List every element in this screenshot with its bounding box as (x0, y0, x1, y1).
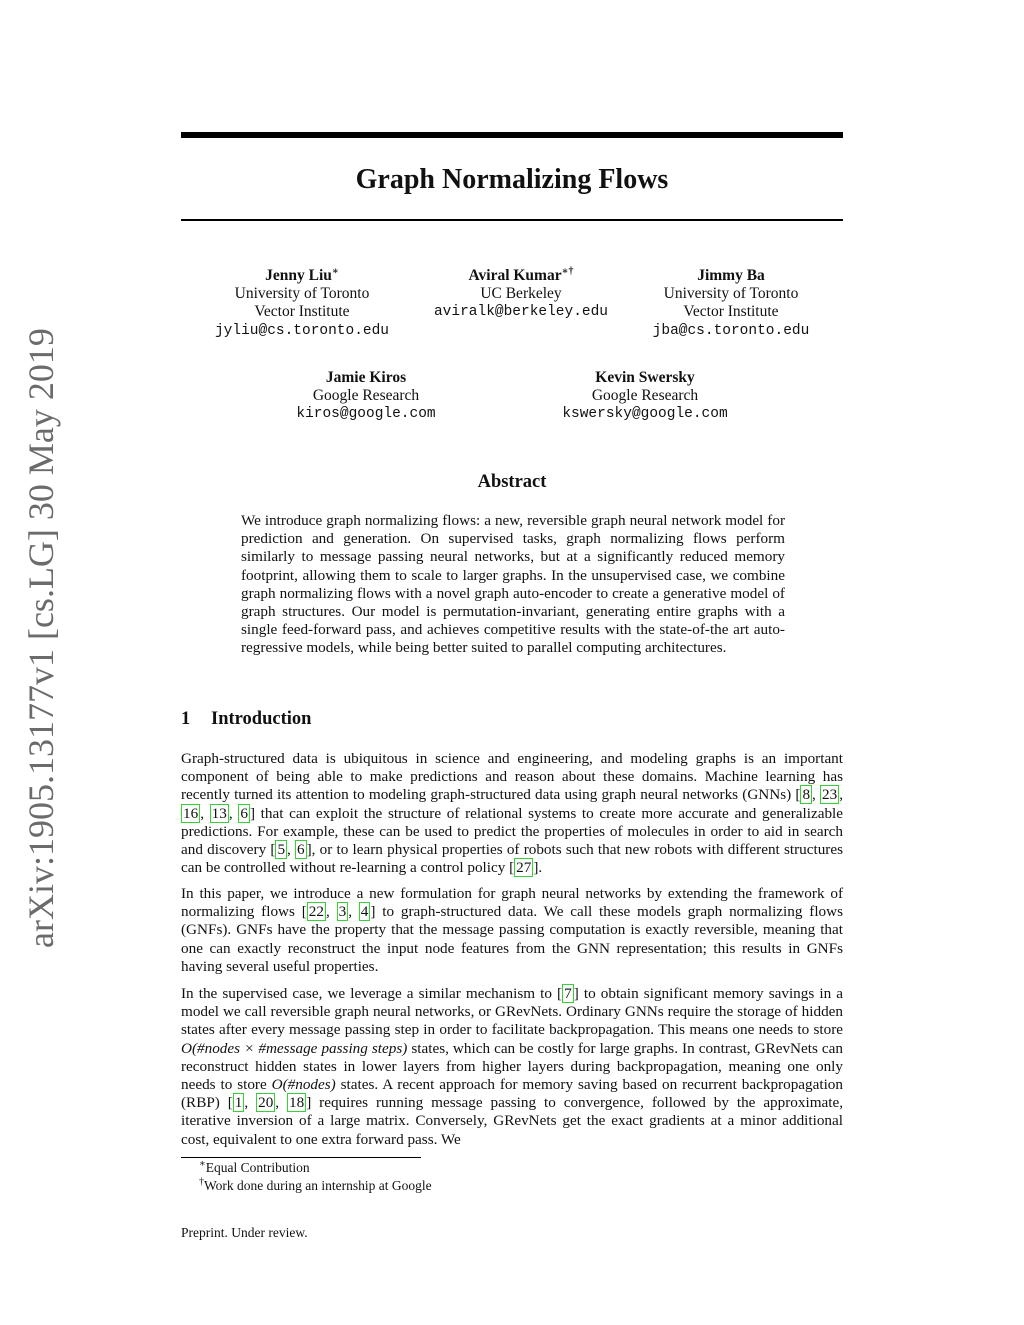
author-affiliation: Vector Institute (254, 303, 350, 321)
citation-link[interactable]: 20 (258, 1094, 274, 1112)
math-expression: O(#nodes × #message passing steps) (181, 1039, 408, 1057)
author-mark: ∗† (561, 265, 574, 277)
section-number: 1 (181, 709, 191, 729)
author-jamie-kiros (256, 369, 476, 424)
footnote-mark: † (199, 1176, 204, 1188)
author-email[interactable]: aviralk@berkeley.edu (433, 304, 609, 321)
footnote-2 (199, 1177, 432, 1194)
intro-paragraph-2: In this paper, we introduce a new formulation for graph neural networks by extending the framework of normalizing flows [ 22 , 3 , 4 ] to graph-structured data. We call these models graph normalizing flows (GNFs). GNFs have the property that the message passing computation is exactly reversible, meaning that one can exactly reconstruct the input node features from the GNN representation; this results in GNFs having several useful properties. (181, 885, 844, 975)
citation-link[interactable]: 3 (338, 903, 347, 921)
text-run: In this paper, we introduce a new formulation for graph neural networks by extending the framework of normalizing flows [ (181, 885, 843, 921)
preprint-footer: Preprint. Under review. (181, 1225, 308, 1240)
citation-link[interactable]: 18 (289, 1094, 305, 1112)
citation-link[interactable]: 23 (822, 786, 838, 804)
footnote-text: Work done during an internship at Google (204, 1178, 432, 1193)
author-affiliation: Google Research (312, 387, 420, 405)
author-aviral-kumar (411, 267, 631, 322)
abstract-text: We introduce graph normalizing flows: a new, reversible graph neural network model for prediction and generation. On supervised tasks, graph normalizing flows perform similarly to message passing neural networks, but at a significantly reduced memory footprint, allowing them to scale to larger graphs. In the unsupervised case, we combine graph normalizing flows with a novel graph auto-encoder to create a generative model of graph structures. Our model is permutation-invariant, generating entire graphs with a single feed-forward pass, and achieves competitive results with the state-of-the art auto-regressive models, while being better suited to parallel computing architectures. (241, 512, 785, 657)
citation-link[interactable]: 5 (277, 841, 286, 859)
text-run: ], or to learn physical properties of robots such that new robots with different structures can be controlled without re-learning a control policy [ (181, 841, 843, 877)
text-run: Graph-structured data is ubiquitous in science and engineering, and modeling graphs is an important component of being able to make predictions and reason about these domains. Machine learning has recently turned its attention to modeling graph-structured data using graph neural networks (GNNs) [ (181, 750, 843, 804)
author-jimmy-ba (621, 267, 841, 340)
text-run: ] that can exploit the structure of relational systems to create more accurate and generalizable predictions. For example, these can be used to predict the properties of molecules in order to aid in search and discovery [ (181, 804, 844, 859)
section-title: Introduction (211, 709, 312, 729)
intro-paragraph-3: In the supervised case, we leverage a similar mechanism to [ 7 ] to obtain significant memory savings in a model we call reversible graph neural networks, or GRevNets. Ordinary GNNs require the storage of hidden states after every message passing step in order to facilitate backpropagation. This means one needs to store O(#nodes × #message passing steps) states, which can be costly for large graphs. In contrast, GRevNets can reconstruct hidden states in lower layers from higher layers during backpropagation, meaning one only needs to store O(#nodes) states. A recent approach for memory saving based on recurrent backpropagation (RBP) [ 1 , 20 , 18 ] requires running message passing to convergence, followed by the approximate, iterative inversion of a large matrix. Conversely, GRevNets get the exact gradients at a minor additional cost, equivalent to one extra forward pass. We (181, 985, 844, 1148)
author-name: Jamie Kiros (325, 369, 407, 386)
author-email[interactable]: jba@cs.toronto.edu (652, 322, 810, 339)
citation-link[interactable]: 13 (211, 804, 227, 822)
citation-link[interactable]: 6 (297, 841, 305, 859)
author-email[interactable]: kswersky@google.com (562, 406, 728, 423)
author-name: Jenny Liu (265, 267, 332, 284)
author-name: Kevin Swersky (595, 369, 695, 386)
footnote-text: Equal Contribution (205, 1160, 310, 1175)
citation-link[interactable]: 16 (183, 804, 199, 822)
paper-title: Graph Normalizing Flows (355, 164, 669, 195)
author-affiliation: Vector Institute (683, 303, 779, 321)
arxiv-side-stamp: arXiv:1905.13177v1 [cs.LG] 30 May 2019 (21, 328, 61, 948)
author-kevin-swersky (535, 369, 755, 424)
citation-link[interactable]: 7 (564, 985, 572, 1002)
author-affiliation: University of Toronto (663, 285, 799, 303)
footnote-mark: ∗ (199, 1158, 206, 1170)
author-affiliation: UC Berkeley (480, 285, 562, 303)
math-expression: O(#nodes) (271, 1076, 336, 1094)
title-bottom-rule (181, 219, 843, 221)
intro-paragraph-1: Graph-structured data is ubiquitous in science and engineering, and modeling graphs is an important component of being able to make predictions and reason about these domains. Machine learning has recently turned its attention to modeling graph-structured data using graph neural networks (GNNs) [ 8 , 23 , 16 , 13 , 6 ] that can exploit the structure of relational systems to create more accurate and generalizable predictions. For example, these can be used to predict the properties of molecules in order to aid in search and discovery [ 5 , 6 ], or to learn physical properties of robots such that new robots with different structures can be controlled without re-learning a control policy [ 27 ]. (181, 750, 844, 877)
citation-link[interactable]: 1 (234, 1094, 243, 1112)
text-run: ] requires running message passing to convergence, followed by the approximate, iterative inversion of a large matrix. Conversely, GRevNets get the exact gradients at a minor additional cost, equivalent to one extra forward pass. We (181, 1094, 844, 1148)
footnote-1 (199, 1159, 310, 1176)
author-email[interactable]: jyliu@cs.toronto.edu (214, 322, 390, 339)
abstract-heading: Abstract (477, 472, 547, 492)
author-name: Jimmy Ba (697, 267, 765, 284)
citation-link[interactable]: 6 (240, 804, 248, 822)
text-run: states. A recent approach for memory saving based on recurrent backpropagation (RBP) [ (181, 1076, 843, 1112)
citation-link[interactable]: 22 (308, 903, 324, 921)
footnote-rule (181, 1157, 421, 1158)
citation-link[interactable]: 4 (360, 903, 369, 921)
text-run: states, which can be costly for large graphs. In contrast, GRevNets can reconstruct hidden states in lower layers from higher layers during backpropagation, meaning one only needs to store (181, 1039, 843, 1094)
citation-link[interactable]: 27 (516, 859, 532, 877)
citation-link[interactable]: 8 (802, 786, 811, 804)
text-run: ] to graph-structured data. We call these models graph normalizing flows (GNFs). GNFs have the property that the message passing computation is exactly reversible, meaning that one can exactly reconstruct the input node features from the GNN representation; this results in GNFs having several useful properties. (181, 903, 844, 975)
section-heading (181, 706, 311, 732)
text-run: ]. (533, 859, 543, 877)
author-mark: ∗ (331, 265, 339, 277)
author-jenny-liu (192, 267, 412, 340)
text-run: ] to obtain significant memory savings in a model we call reversible graph neural networks, or GRevNets. Ordinary GNNs require the storage of hidden states after every message passing step in order to facilitate backpropagation. This means one needs to store (181, 985, 844, 1039)
text-run: In the supervised case, we leverage a similar mechanism to [ (181, 985, 563, 1002)
author-affiliation: Google Research (591, 387, 699, 405)
author-name: Aviral Kumar (468, 267, 562, 284)
author-email[interactable]: kiros@google.com (296, 406, 436, 423)
title-top-rule (181, 132, 843, 138)
author-affiliation: University of Toronto (234, 285, 370, 303)
